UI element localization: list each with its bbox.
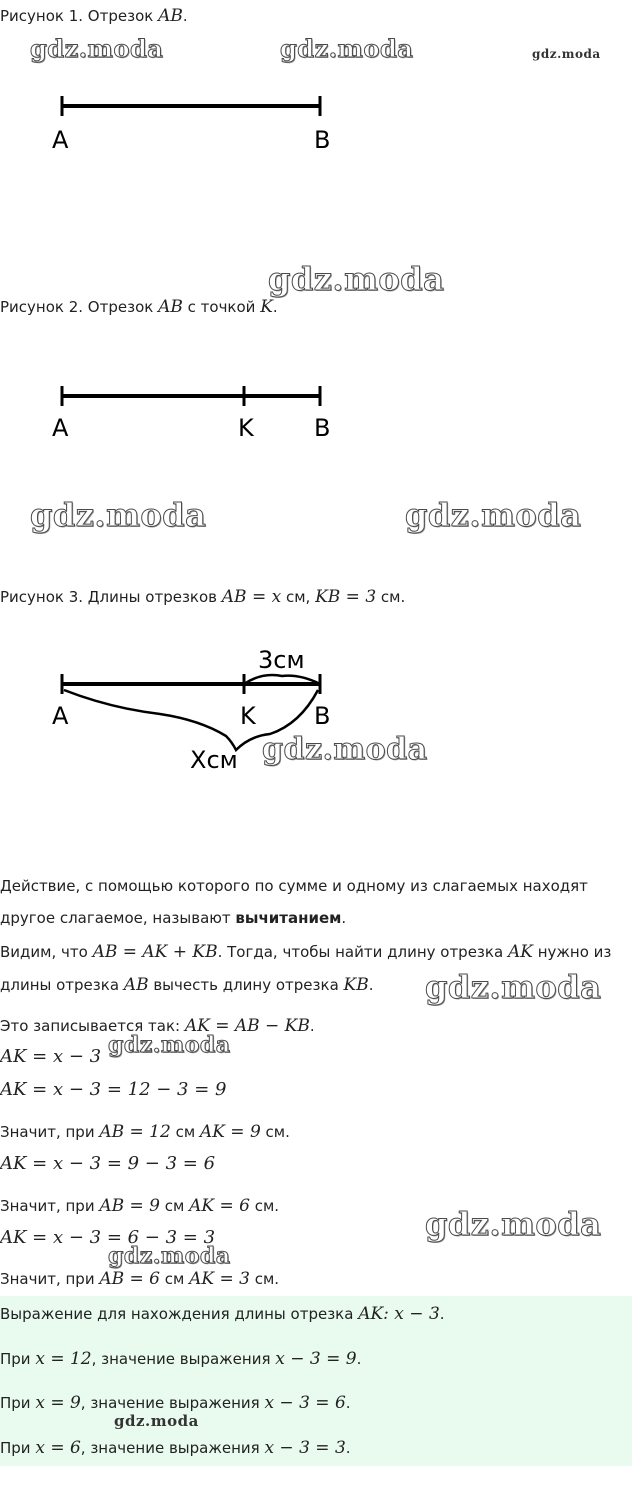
label-k: K xyxy=(238,414,254,442)
watermark: gdz.moda xyxy=(114,1412,199,1430)
paragraph-reasoning-line-2: длины отрезка AB вычесть длину отрезка KB. xyxy=(0,975,374,995)
equation-ak-12: AK = x − 3 = 12 − 3 = 9 xyxy=(0,1079,227,1100)
paragraph-reasoning-line-1: Видим, что AB = AK + KB. Тогда, чтобы найти длину отрезка AK нужно из xyxy=(0,942,612,962)
watermark: gdz.moda xyxy=(30,34,164,63)
label-3cm: 3см xyxy=(258,646,305,674)
answer-x-9: При x = 9, значение выражения x − 3 = 6. xyxy=(0,1393,351,1413)
figure-1-segment-ab xyxy=(0,90,400,160)
label-a: A xyxy=(52,126,69,154)
label-b: B xyxy=(314,126,331,154)
watermark: gdz.moda xyxy=(108,1243,231,1269)
figure-2-caption: Рисунок 2. Отрезок AB с точкой K. xyxy=(0,297,278,317)
label-b: B xyxy=(314,414,331,442)
figure-3-caption: Рисунок 3. Длины отрезков AB = x см, KB = 3 см. xyxy=(0,587,406,607)
watermark: gdz.moda xyxy=(280,34,414,63)
answer-x-6: При x = 6, значение выражения x − 3 = 3. xyxy=(0,1438,351,1458)
conclusion-ab-9: Значит, при AB = 9 см AK = 6 см. xyxy=(0,1196,280,1216)
label-a: A xyxy=(52,702,69,730)
watermark: gdz.moda xyxy=(268,260,445,298)
watermark: gdz.moda xyxy=(532,47,601,61)
watermark: gdz.moda xyxy=(262,732,428,767)
paragraph-subtraction-definition-line-1: Действие, с помощью которого по сумме и одному из слагаемых находят xyxy=(0,877,588,895)
label-xcm: Хсм xyxy=(190,746,238,774)
label-a: A xyxy=(52,414,69,442)
equation-ak-6: AK = x − 3 = 6 − 3 = 3 xyxy=(0,1227,216,1248)
watermark: gdz.moda xyxy=(425,968,602,1006)
paragraph-formula: Это записывается так: AK = AB − KB. xyxy=(0,1016,315,1036)
figure-1-caption: Рисунок 1. Отрезок AB. xyxy=(0,6,188,26)
label-k: K xyxy=(240,702,256,730)
watermark: gdz.moda xyxy=(425,1205,602,1243)
label-b: B xyxy=(314,702,331,730)
answer-expression: Выражение для нахождения длины отрезка AK: x − 3. xyxy=(0,1304,445,1324)
conclusion-ab-12: Значит, при AB = 12 см AK = 9 см. xyxy=(0,1122,290,1142)
paragraph-subtraction-definition-line-2: другое слагаемое, называют вычитанием. xyxy=(0,909,347,927)
watermark: gdz.moda xyxy=(30,496,207,534)
answer-x-12: При x = 12, значение выражения x − 3 = 9. xyxy=(0,1349,362,1369)
watermark: gdz.moda xyxy=(405,496,582,534)
equation-ak-9: AK = x − 3 = 9 − 3 = 6 xyxy=(0,1153,216,1174)
equation-ak-general: AK = x − 3 xyxy=(0,1046,102,1067)
answer-box xyxy=(0,1296,632,1466)
watermark: gdz.moda xyxy=(108,1032,231,1058)
conclusion-ab-6: Значит, при AB = 6 см AK = 3 см. xyxy=(0,1269,280,1289)
figure-2-segment-akb xyxy=(0,380,400,450)
